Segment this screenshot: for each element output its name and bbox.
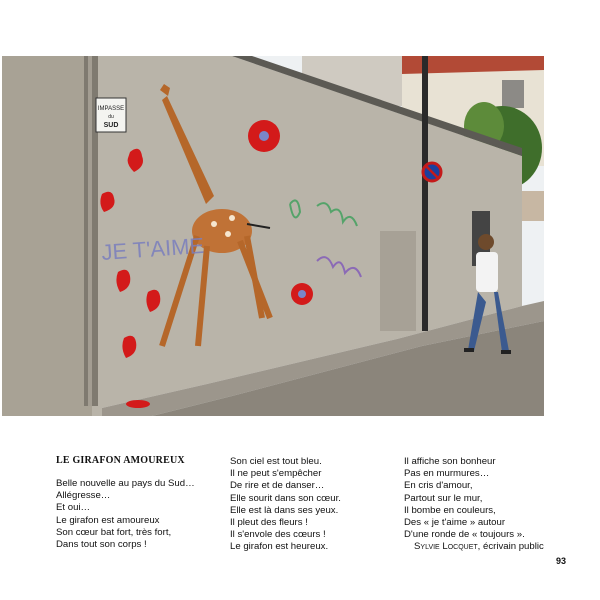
author-signature xyxy=(404,541,544,553)
author-name: Sylvie Locquet xyxy=(414,541,478,553)
poem-line: Belle nouvelle au pays du Sud… xyxy=(56,478,195,489)
poem-line: Et oui… xyxy=(56,502,91,514)
flower-painting xyxy=(291,283,313,305)
poem-line: Son ciel est tout bleu. xyxy=(230,456,322,467)
poem-line: Le girafon est amoureux xyxy=(56,514,160,526)
street-name-sign xyxy=(96,98,126,132)
poem-line: Elle sourit dans son cœur. xyxy=(230,492,341,504)
poem-line: Partout sur le mur, xyxy=(404,492,483,504)
svg-text:du: du xyxy=(108,114,114,120)
poem-line: Il bombe en couleurs, xyxy=(404,504,496,516)
poem-line: Il affiche son bonheur xyxy=(404,456,496,467)
poem-stanza-1 xyxy=(56,478,195,551)
sign-pole xyxy=(422,56,428,331)
poem-line: Il s'envole des cœurs ! xyxy=(230,529,326,541)
poem-line: Allégresse… xyxy=(56,490,111,502)
poem-line: Des « je t'aime » autour xyxy=(404,516,506,528)
street-photo xyxy=(2,56,544,416)
poem-line: Son cœur bat fort, très fort, xyxy=(56,526,172,538)
poem-line: Il pleut des fleurs ! xyxy=(230,516,308,528)
poem-title: LE GIRAFON AMOUREUX xyxy=(56,455,185,466)
poem-line: En cris d'amour, xyxy=(404,480,473,492)
poem-line: Il ne peut s'empêcher xyxy=(230,468,322,480)
poem-line: Elle est là dans ses yeux. xyxy=(230,504,339,516)
poem-stanza-3 xyxy=(404,456,544,554)
poem-line: Le girafon est heureux. xyxy=(230,541,329,553)
poem-line: D'une ronde de « toujours ». xyxy=(404,529,525,541)
poem-line: De rire et de danser… xyxy=(230,480,325,492)
page-number: 93 xyxy=(556,556,567,566)
poem-line: Pas en murmures… xyxy=(404,468,490,480)
flower-painting xyxy=(248,120,280,152)
graffiti-je-taime: JE T'AIME xyxy=(100,232,205,265)
heart-shape xyxy=(126,400,150,408)
poem-line: Dans tout son corps ! xyxy=(56,538,147,550)
svg-text:IMPASSE: IMPASSE xyxy=(97,106,125,112)
poem-stanza-2 xyxy=(230,456,341,554)
author-role: , écrivain public xyxy=(477,541,544,553)
svg-text:SUD: SUD xyxy=(103,122,119,129)
